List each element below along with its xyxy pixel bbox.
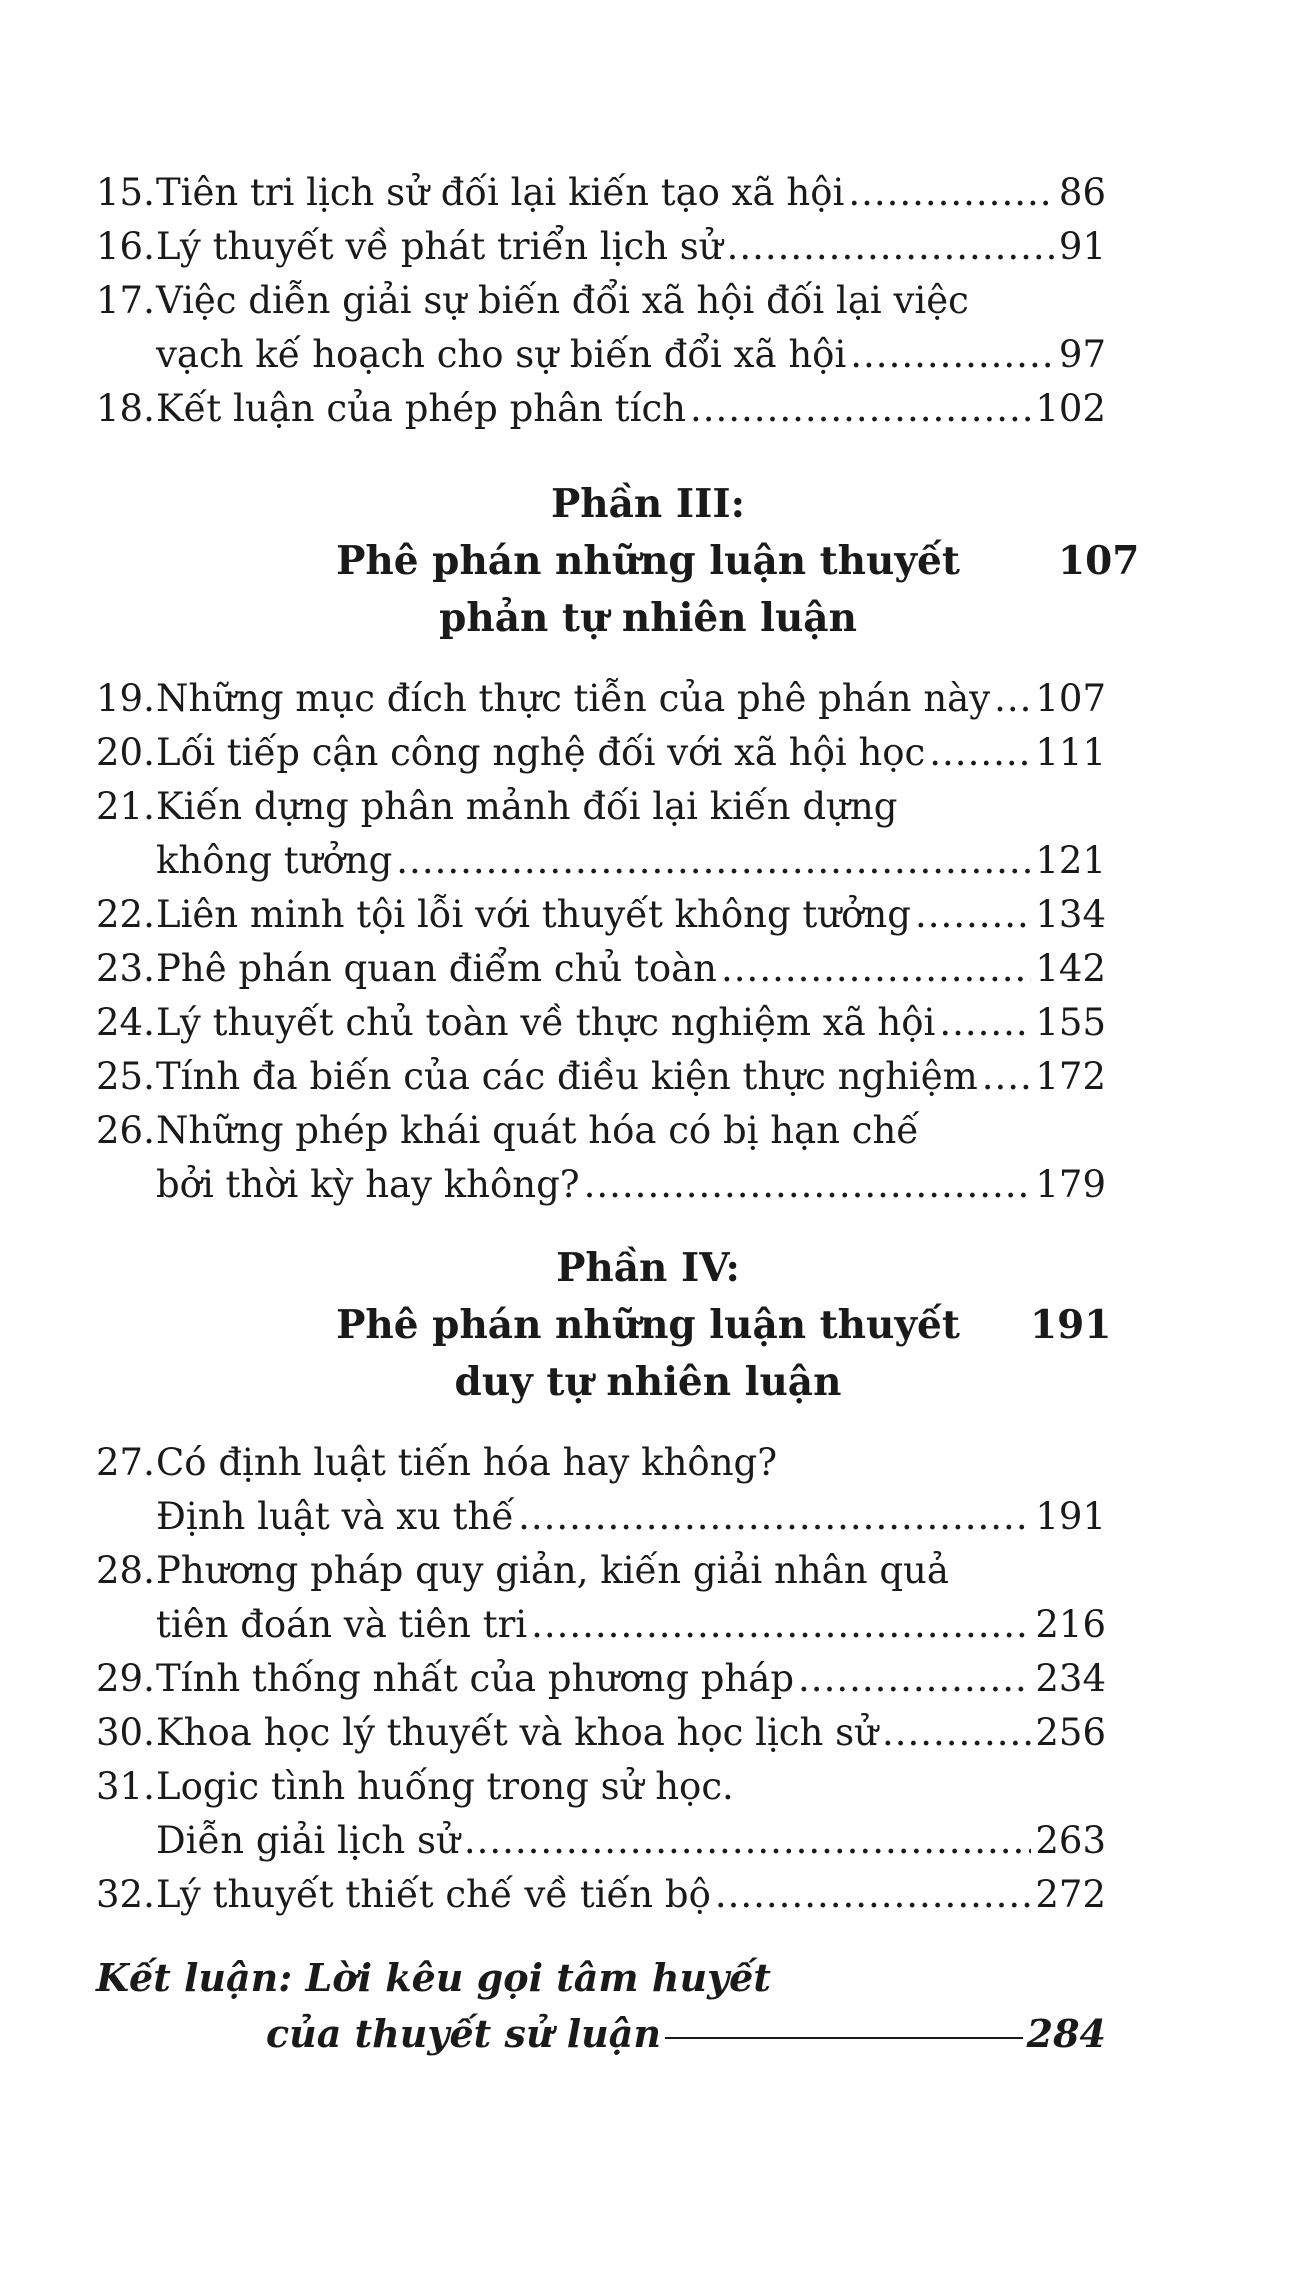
entry-title: Phê phán quan điểm chủ toàn: [156, 947, 718, 990]
entry-title-cont: tiên đoán và tiên tri: [156, 1603, 528, 1646]
dot-leader: [531, 1598, 1031, 1652]
toc-conclusion: [96, 1950, 1106, 2062]
toc-entry-16: [96, 220, 1106, 274]
entry-number: 21.: [96, 785, 155, 828]
dot-leader: [994, 672, 1031, 726]
entry-page: 91: [1058, 225, 1106, 268]
entry-title: Lý thuyết chủ toàn về thực nghiệm xã hội: [156, 1001, 936, 1044]
toc-entry-31: [96, 1760, 1106, 1868]
dot-leader: [518, 1490, 1031, 1544]
part-label: Phần IV:: [556, 1245, 740, 1291]
dot-leader: [721, 942, 1031, 996]
entry-number: 19.: [96, 677, 155, 720]
entry-page: 111: [1035, 731, 1106, 774]
entry-number: 32.: [96, 1873, 155, 1916]
dot-leader: [690, 382, 1031, 436]
conclusion-title-cont: của thuyết sử luận: [266, 2011, 662, 2056]
entry-page: 107: [1035, 677, 1106, 720]
entry-number: 25.: [96, 1055, 155, 1098]
dot-leader: [915, 888, 1031, 942]
entry-title: Những mục đích thực tiễn của phê phán này: [156, 677, 991, 720]
entry-number: 26.: [96, 1109, 155, 1152]
toc-entry-29: [96, 1652, 1106, 1706]
toc-entry-26: [96, 1104, 1106, 1212]
entry-page: 191: [1035, 1495, 1106, 1538]
entry-number: 17.: [96, 279, 155, 322]
dot-leader: [939, 996, 1031, 1050]
entry-title-cont: bởi thời kỳ hay không?: [156, 1163, 580, 1206]
toc-entry-25: [96, 1050, 1106, 1104]
entry-page: 272: [1035, 1873, 1106, 1916]
entry-number: 23.: [96, 947, 155, 990]
entry-title: Khoa học lý thuyết và khoa học lịch sử: [156, 1711, 878, 1754]
entry-title-cont: vạch kế hoạch cho sự biến đổi xã hội: [156, 333, 847, 376]
toc-entry-21: [96, 780, 1106, 888]
dot-leader: [798, 1652, 1031, 1706]
entry-number: 20.: [96, 731, 155, 774]
toc-entry-27: [96, 1436, 1106, 1544]
dot-leader: [882, 1706, 1031, 1760]
entry-title: Có định luật tiến hóa hay không?: [156, 1441, 778, 1484]
entry-number: 31.: [96, 1765, 155, 1808]
conclusion-page: 284: [1026, 2011, 1106, 2056]
entry-page: 216: [1035, 1603, 1106, 1646]
entry-page: 86: [1058, 171, 1106, 214]
toc-entry-19: [96, 672, 1106, 726]
toc-entry-20: [96, 726, 1106, 780]
entry-number: 30.: [96, 1711, 155, 1754]
dot-leader: [396, 834, 1031, 888]
entry-title: Những phép khái quát hóa có bị hạn chế: [156, 1109, 920, 1152]
leader-rule: [665, 2037, 1023, 2039]
dot-leader: [584, 1158, 1032, 1212]
entry-title: Liên minh tội lỗi với thuyết không tưởng: [156, 893, 911, 936]
dot-leader: [848, 166, 1055, 220]
entry-page: 256: [1035, 1711, 1106, 1754]
entry-number: 24.: [96, 1001, 155, 1044]
entry-title: Phương pháp quy giản, kiến giải nhân quả: [156, 1549, 949, 1592]
entry-number: 18.: [96, 387, 155, 430]
dot-leader: [929, 726, 1031, 780]
entry-number: 27.: [96, 1441, 155, 1484]
toc-entry-17: [96, 274, 1106, 382]
conclusion-title: Kết luận: Lời kêu gọi tâm huyết: [96, 1955, 771, 2000]
part-page: 107: [1058, 538, 1140, 584]
dot-leader: [715, 1868, 1032, 1922]
entry-title: Tính đa biến của các điều kiện thực nghiệm: [156, 1055, 978, 1098]
toc-entry-18: [96, 382, 1106, 436]
entry-page: 179: [1035, 1163, 1106, 1206]
entry-page: 234: [1035, 1657, 1106, 1700]
entry-number: 22.: [96, 893, 155, 936]
entry-title-cont: Định luật và xu thế: [156, 1495, 515, 1538]
toc-entry-22: [96, 888, 1106, 942]
entry-page: 134: [1035, 893, 1106, 936]
toc-entry-15: [96, 166, 1106, 220]
entry-title-cont: không tưởng: [156, 839, 393, 882]
dot-leader: [982, 1050, 1032, 1104]
entry-title: Lý thuyết thiết chế về tiến bộ: [156, 1873, 711, 1916]
entry-page: 121: [1035, 839, 1106, 882]
part-heading-4: [0, 1240, 1296, 1411]
entry-number: 29.: [96, 1657, 155, 1700]
toc-entry-24: [96, 996, 1106, 1050]
entry-title: Kết luận của phép phân tích: [156, 387, 686, 430]
toc-entry-32: [96, 1868, 1106, 1922]
entry-title: Lối tiếp cận công nghệ đối với xã hội học: [156, 731, 926, 774]
part-title-cont: phản tự nhiên luận: [439, 595, 857, 641]
entry-number: 28.: [96, 1549, 155, 1592]
entry-title: Logic tình huống trong sử học.: [156, 1765, 734, 1808]
toc-entry-23: [96, 942, 1106, 996]
entry-title: Việc diễn giải sự biến đổi xã hội đối lại việc: [156, 279, 969, 322]
entry-page: 263: [1035, 1819, 1106, 1862]
part-page: 191: [1030, 1302, 1112, 1348]
entry-title: Kiến dựng phân mảnh đối lại kiến dựng: [156, 785, 898, 828]
entry-number: 15.: [96, 171, 155, 214]
toc-entry-30: [96, 1706, 1106, 1760]
entry-page: 142: [1035, 947, 1106, 990]
part-title: Phê phán những luận thuyết: [336, 1302, 960, 1348]
part-title-cont: duy tự nhiên luận: [454, 1359, 842, 1405]
toc-entry-28: [96, 1544, 1106, 1652]
entry-page: 97: [1058, 333, 1106, 376]
part-title: Phê phán những luận thuyết: [336, 538, 960, 584]
entry-number: 16.: [96, 225, 155, 268]
entry-title: Tính thống nhất của phương pháp: [156, 1657, 795, 1700]
part-heading-3: [0, 476, 1296, 647]
entry-page: 172: [1035, 1055, 1106, 1098]
part-label: Phần III:: [550, 481, 745, 527]
entry-page: 102: [1035, 387, 1106, 430]
entry-title: Lý thuyết về phát triển lịch sử: [156, 225, 723, 268]
entry-title: Tiên tri lịch sử đối lại kiến tạo xã hội: [156, 171, 845, 214]
dot-leader: [727, 220, 1055, 274]
entry-title-cont: Diễn giải lịch sử: [156, 1819, 460, 1862]
dot-leader: [464, 1814, 1032, 1868]
entry-page: 155: [1035, 1001, 1106, 1044]
dot-leader: [850, 328, 1055, 382]
